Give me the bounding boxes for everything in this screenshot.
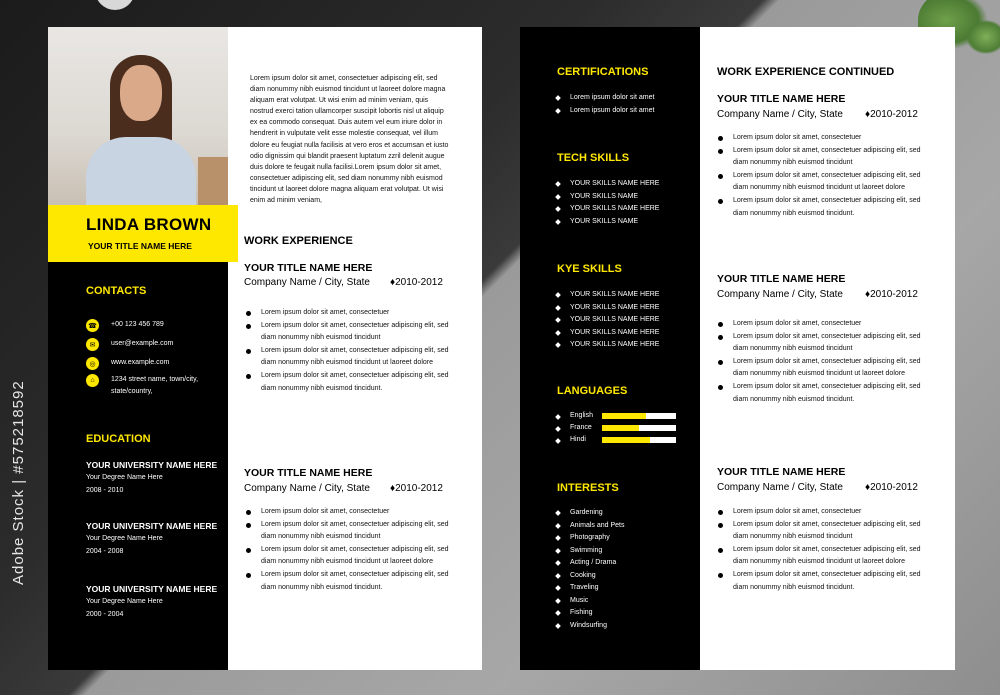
list-item: Lorem ipsum dolor sit amet, consectetuer [718,132,933,145]
job-years: ♦2010-2012 [865,482,918,493]
list-item: Photography [556,532,624,545]
language-name: France [556,424,590,431]
list-item: Lorem ipsum dolor sit amet, consectetuer adipiscing elit, sed diam nonummy nibh euismod tincidunt. [718,195,933,220]
contact-email [86,338,173,351]
list-item: Cooking [556,570,624,583]
job-title: YOUR TITLE NAME HERE [717,273,846,285]
left-sidebar [48,27,228,670]
contact-phone [86,319,164,332]
list-item: Gardening [556,507,624,520]
list-item: Fishing [556,607,624,620]
job-title: YOUR TITLE NAME HERE [717,466,846,478]
degree-name: Your Degree Name Here [86,535,163,542]
university-name: YOUR UNIVERSITY NAME HERE [86,584,218,594]
list-item: Lorem ipsum dolor sit amet, consectetuer adipiscing elit, sed diam nonummy nibh euismod tincidunt [718,331,933,356]
job-duties [246,506,451,594]
education-heading: EDUCATION [86,433,151,445]
list-item: Lorem ipsum dolor sit amet, consectetuer adipiscing elit, sed diam nonummy nibh euismod tincidunt [246,320,451,345]
interests-heading: INTERESTS [557,482,619,494]
name-banner [48,205,238,262]
resume-page-2 [520,27,955,670]
list-item: Lorem ipsum dolor sit amet, consectetuer adipiscing elit, sed diam nonummy nibh euismod tincidunt ut laoreet dolore [246,345,451,370]
list-item: Windsurfing [556,620,624,633]
email-icon: ✉ [86,338,99,351]
education-item [86,520,226,558]
candidate-name: LINDA BROWN [86,215,212,234]
certifications-heading: CERTIFICATIONS [557,66,649,78]
language-level-bar [602,425,676,431]
list-item: Lorem ipsum dolor sit amet, consectetuer adipiscing elit, sed diam nonummy nibh euismod tincidunt [718,145,933,170]
home-icon: ⌂ [86,374,99,387]
profile-summary: Lorem ipsum dolor sit amet, consectetuer adipiscing elit, sed diam nonummy nibh euismod tincidunt ut laoreet dolore magna aliquam erat volutpat. Ut wisi enim ad minim veniam, quis nostrud exerci tation ullamcorper suscipit lobortis nisl ut aliquip ex ea commodo consequat. Duis autem vel eum iriure dolor in hendrerit in vulputate velit esse molestie consequat, vel illum dolore eu feugiat nulla facilisis at vero eros et accumsan et iusto odio dignissim qui blandit praesent luptatum zzril delenit augue duis dolore te feugait nulla facilisi.Lorem ipsum dolor sit amet, consectetuer adipiscing elit, sed diam nonummy nibh euismod tincidunt ut laoreet dolore magna aliquam erat volutpat. Ut wisi enim ad minim veniam, [250,75,449,205]
phone-icon: ☎ [86,319,99,332]
contacts-heading: CONTACTS [86,285,147,297]
list-item: YOUR SKILLS NAME HERE [556,289,659,302]
language-row [556,436,676,443]
list-item: YOUR SKILLS NAME HERE [556,203,659,216]
contact-text: user@example.com [111,340,174,347]
company-name: Company Name / City, State [244,483,370,494]
list-item: Lorem ipsum dolor sit amet, consectetuer [718,506,933,519]
company-name: Company Name / City, State [717,289,843,300]
university-name: YOUR UNIVERSITY NAME HERE [86,460,218,470]
kye-skills-list [556,289,659,352]
degree-name: Your Degree Name Here [86,598,163,605]
education-item [86,459,226,497]
language-level-bar [602,437,676,443]
list-item: YOUR SKILLS NAME HERE [556,314,659,327]
job-duties [718,132,933,220]
language-name: English [556,412,590,419]
contact-website [86,357,169,370]
list-item: YOUR SKILLS NAME [556,191,659,204]
list-item: Lorem ipsum dolor sit amet, consectetuer adipiscing elit, sed diam nonummy nibh euismod tincidunt [246,519,451,544]
list-item: YOUR SKILLS NAME HERE [556,339,659,352]
work-continued-heading: WORK EXPERIENCE CONTINUED [717,66,895,78]
stock-watermark: Adobe Stock | #575218592 [10,380,27,585]
list-item: Lorem ipsum dolor sit amet, consectetuer adipiscing elit, sed diam nonummy nibh euismod tincidunt ut laoreet dolore [246,544,451,569]
list-item: Music [556,595,624,608]
tech-skills-list [556,178,659,228]
language-level-bar [602,413,676,419]
contact-text: +00 123 456 789 [111,321,164,328]
contact-address [86,374,211,398]
profile-photo [48,27,228,205]
candidate-title: YOUR TITLE NAME HERE [88,241,192,251]
work-experience-heading: WORK EXPERIENCE [244,235,353,247]
degree-years: 2000 - 2004 [86,611,124,618]
list-item: Lorem ipsum dolor sit amet, consectetuer adipiscing elit, sed diam nonummy nibh euismod tincidunt. [246,370,451,395]
job-years: ♦2010-2012 [390,277,443,288]
education-item [86,583,226,621]
languages-heading: LANGUAGES [557,385,628,397]
list-item: Lorem ipsum dolor sit amet, consectetuer adipiscing elit, sed diam nonummy nibh euismod tincidunt. [718,569,933,594]
degree-years: 2004 - 2008 [86,548,124,555]
company-name: Company Name / City, State [717,109,843,120]
company-name: Company Name / City, State [244,277,370,288]
list-item: Lorem ipsum dolor sit amet, consectetuer [246,307,451,320]
list-item: Traveling [556,582,624,595]
globe-icon: ◎ [86,357,99,370]
interests-list [556,507,624,632]
degree-name: Your Degree Name Here [86,474,163,481]
list-item: Lorem ipsum dolor sit amet, consectetuer adipiscing elit, sed diam nonummy nibh euismod tincidunt ut laoreet dolore [718,170,933,195]
company-name: Company Name / City, State [717,482,843,493]
job-years: ♦2010-2012 [390,483,443,494]
job-years: ♦2010-2012 [865,289,918,300]
job-duties [718,506,933,594]
job-title: YOUR TITLE NAME HERE [244,262,373,274]
plant-leaf-small [966,20,1000,54]
job-years: ♦2010-2012 [865,109,918,120]
university-name: YOUR UNIVERSITY NAME HERE [86,521,218,531]
contact-text: 1234 street name, town/city, state/country, [111,376,199,395]
tech-skills-heading: TECH SKILLS [557,152,630,164]
list-item: YOUR SKILLS NAME HERE [556,178,659,191]
list-item: YOUR SKILLS NAME [556,216,659,229]
list-item: Lorem ipsum dolor sit amet, consectetuer [246,506,451,519]
job-title: YOUR TITLE NAME HERE [244,467,373,479]
main-column [700,27,955,670]
list-item: Lorem ipsum dolor sit amet, consectetuer [718,318,933,331]
list-item: Lorem ipsum dolor sit amet [556,105,654,118]
resume-page-1 [48,27,482,670]
list-item: Acting / Drama [556,557,624,570]
list-item: Lorem ipsum dolor sit amet, consectetuer adipiscing elit, sed diam nonummy nibh euismod tincidunt. [246,569,451,594]
job-title: YOUR TITLE NAME HERE [717,93,846,105]
contact-text: www.example.com [111,359,170,366]
list-item: Swimming [556,545,624,558]
main-column [238,27,482,670]
list-item: Lorem ipsum dolor sit amet, consectetuer adipiscing elit, sed diam nonummy nibh euismod tincidunt. [718,381,933,406]
list-item: Lorem ipsum dolor sit amet, consectetuer adipiscing elit, sed diam nonummy nibh euismod tincidunt ut laoreet dolore [718,544,933,569]
job-duties [246,307,451,395]
language-name: Hindi [556,436,590,443]
job-duties [718,318,933,406]
language-row [556,424,676,431]
list-item: Lorem ipsum dolor sit amet, consectetuer adipiscing elit, sed diam nonummy nibh euismod tincidunt ut laoreet dolore [718,356,933,381]
certifications-list [556,92,654,117]
left-sidebar [520,27,700,670]
list-item: Lorem ipsum dolor sit amet [556,92,654,105]
kye-skills-heading: KYE SKILLS [557,263,622,275]
language-row [556,412,676,419]
degree-years: 2008 - 2010 [86,487,124,494]
list-item: YOUR SKILLS NAME HERE [556,327,659,340]
list-item: Lorem ipsum dolor sit amet, consectetuer adipiscing elit, sed diam nonummy nibh euismod tincidunt [718,519,933,544]
list-item: YOUR SKILLS NAME HERE [556,302,659,315]
list-item: Animals and Pets [556,520,624,533]
